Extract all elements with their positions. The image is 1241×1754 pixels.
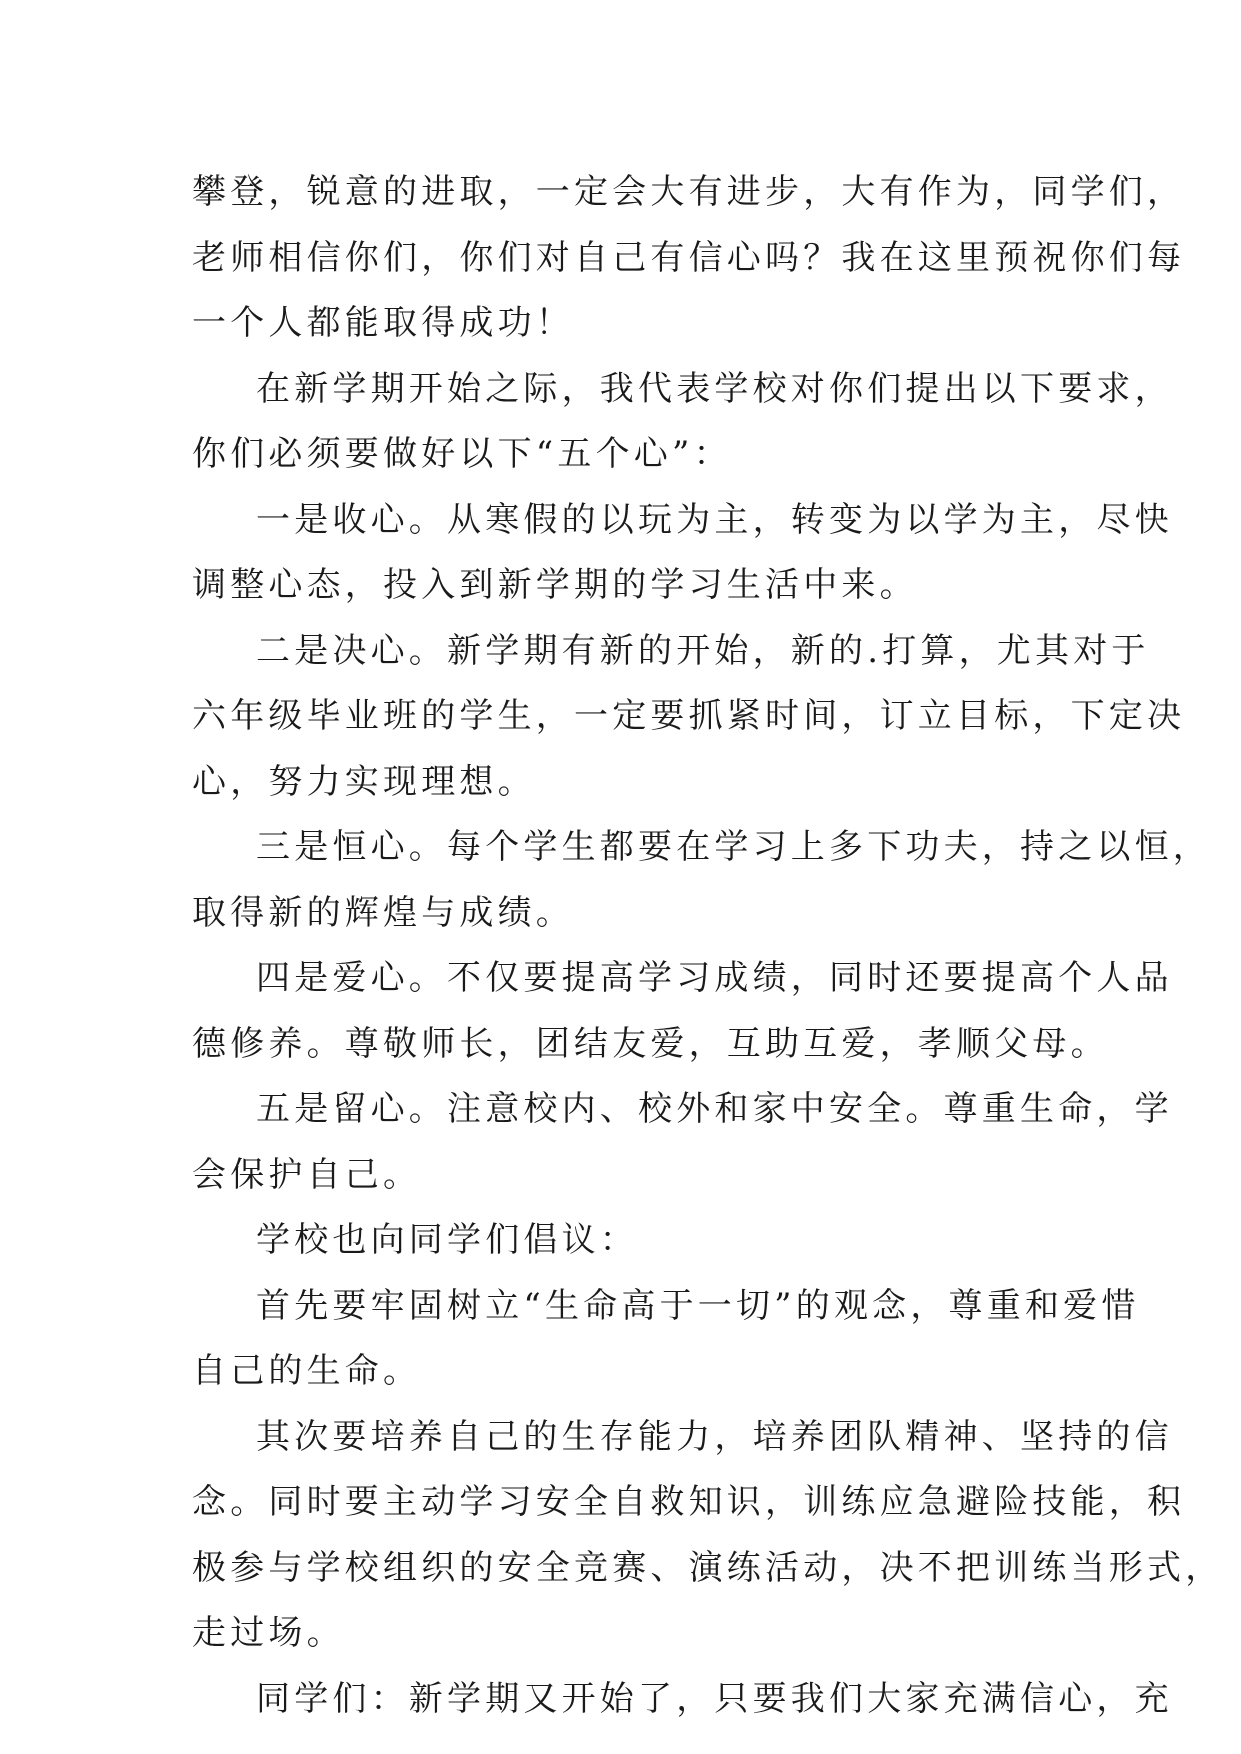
text-line: 攀登，锐意的进取，一定会大有进步，大有作为，同学们， [192,172,1186,212]
text-line: 你们必须要做好以下“五个心”： [192,434,732,474]
text-line: 念。同时要主动学习安全自救知识，训练应急避险技能，积 [192,1482,1186,1522]
text-line: 学校也向同学们倡议： [256,1220,638,1260]
text-line: 一个人都能取得成功！ [192,303,574,343]
text-line: 取得新的辉煌与成绩。 [192,892,574,933]
text-line: 四是爱心。不仅要提高学习成绩，同时还要提高个人品 [256,958,1173,998]
text-line: 一是收心。从寒假的以玩为主，转变为以学为主，尽快 [256,499,1173,540]
text-line: 其次要培养自己的生存能力，培养团队精神、坚持的信 [256,1416,1173,1457]
text-line: 调整心态，投入到新学期的学习生活中来。 [192,565,918,605]
text-line: 德修养。尊敬师长，团结友爱，互助互爱，孝顺父母。 [192,1023,1109,1064]
text-line: 走过场。 [192,1613,345,1653]
text-line: 心，努力实现理想。 [192,761,536,802]
text-line: 三是恒心。每个学生都要在学习上多下功夫，持之以恒， [256,827,1211,867]
text-line: 六年级毕业班的学生，一定要抓紧时间，订立目标，下定决 [192,696,1186,736]
text-line: 会保护自己。 [192,1154,422,1195]
text-line: 二是决心。新学期有新的开始，新的.打算，尤其对于 [256,630,1150,671]
text-line: 首先要牢固树立“生命高于一切”的观念，尊重和爱惜 [256,1285,1140,1326]
document-body [192,160,1224,1732]
text-line: 老师相信你们，你们对自己有信心吗？我在这里预祝你们每 [192,237,1186,278]
text-line: 同学们：新学期又开始了，只要我们大家充满信心，充 [256,1678,1173,1719]
text-line: 极参与学校组织的安全竞赛、演练活动，决不把训练当形式， [192,1547,1224,1588]
text-line: 自己的生命。 [192,1351,422,1391]
text-line: 五是留心。注意校内、校外和家中安全。尊重生命，学 [256,1089,1173,1129]
text-line: 在新学期开始之际，我代表学校对你们提出以下要求， [256,368,1173,409]
